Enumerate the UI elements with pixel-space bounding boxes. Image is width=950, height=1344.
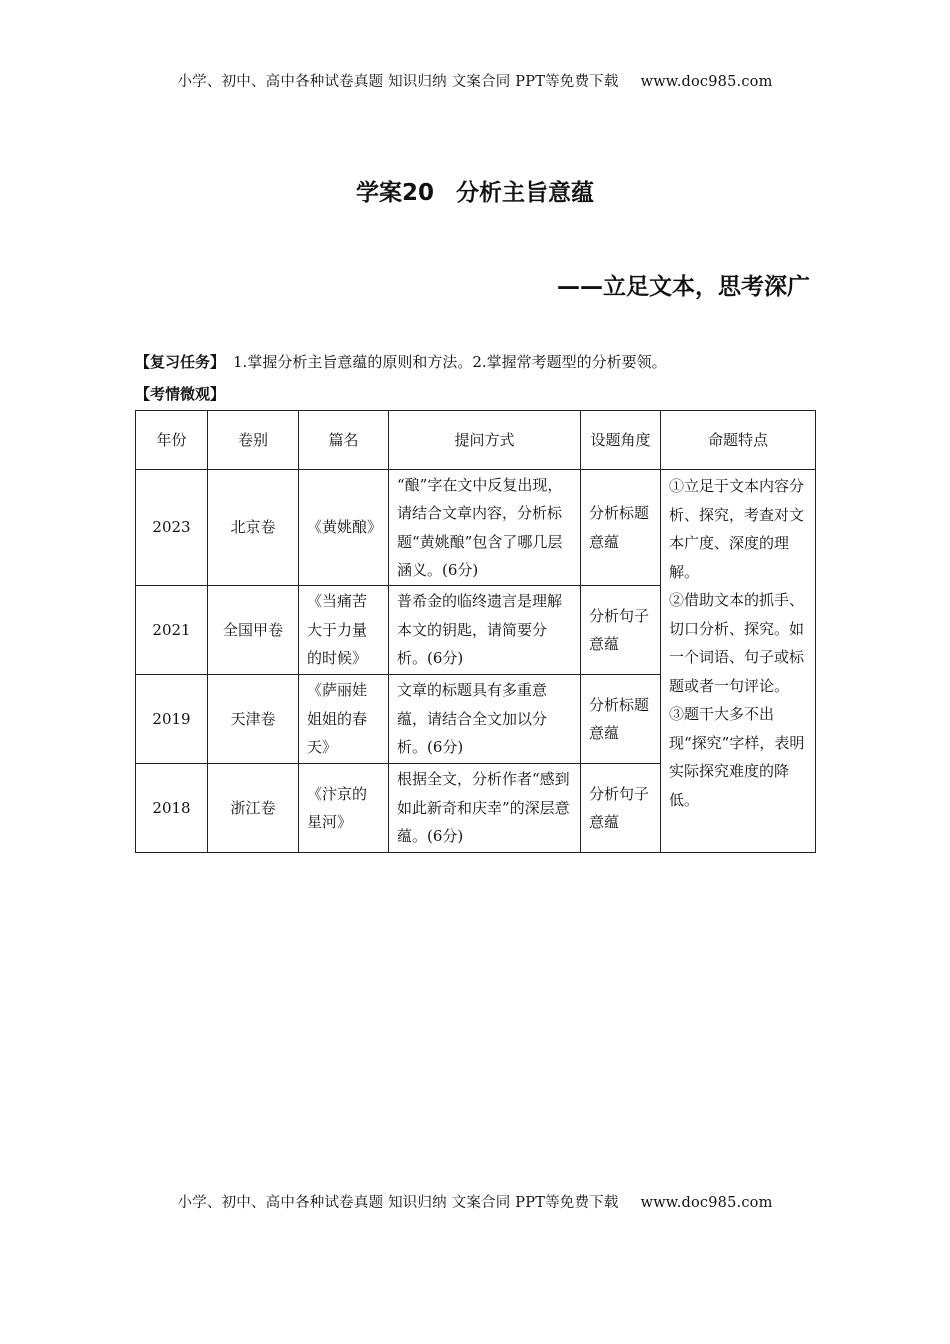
cell-paper: 北京卷 xyxy=(208,470,299,586)
exam-overview-table xyxy=(135,410,816,853)
header-title: 篇名 xyxy=(299,411,389,470)
header-text: 小学、初中、高中各种试卷真题 知识归纳 文案合同 PPT等免费下载 xyxy=(177,74,619,90)
cell-year: 2021 xyxy=(136,586,208,675)
page-footer xyxy=(0,1191,950,1212)
header-paper: 卷别 xyxy=(208,411,299,470)
cell-paper: 浙江卷 xyxy=(208,764,299,853)
page-header xyxy=(0,70,950,91)
feature-3: ③题干大多不出现“探究”字样，表明实际探究难度的降低。 xyxy=(669,705,805,809)
cell-year: 2023 xyxy=(136,470,208,586)
title-number: 学案20 xyxy=(355,180,434,206)
header-question: 提问方式 xyxy=(389,411,581,470)
title-topic: 分析主旨意蕴 xyxy=(456,180,594,206)
cell-paper: 天津卷 xyxy=(208,675,299,764)
feature-1: ①立足于文本内容分析、探究，考查对文本广度、深度的理解。 xyxy=(669,477,805,581)
review-task-label: 【复习任务】 xyxy=(135,353,226,371)
cell-year: 2019 xyxy=(136,675,208,764)
cell-title: 《汴京的星河》 xyxy=(299,764,389,853)
footer-url[interactable]: www.doc985.com xyxy=(640,1195,773,1211)
cell-title: 《黄姚酿》 xyxy=(299,470,389,586)
header-angle: 设题角度 xyxy=(581,411,661,470)
overview-label: 【考情微观】 xyxy=(135,385,226,403)
feature-2: ②借助文本的抓手、切口分析、探究。如一个词语、句子或标题或者一句评论。 xyxy=(669,591,805,695)
review-task-text: 1.掌握分析主旨意蕴的原则和方法。2.掌握常考题型的分析要领。 xyxy=(233,353,667,371)
cell-year: 2018 xyxy=(136,764,208,853)
cell-features xyxy=(661,470,816,853)
header-features: 命题特点 xyxy=(661,411,816,470)
review-task xyxy=(135,351,667,372)
header-year: 年份 xyxy=(136,411,208,470)
cell-angle: 分析标题意蕴 xyxy=(581,675,661,764)
cell-question: 普希金的临终遗言是理解本文的钥匙，请简要分析。(6分) xyxy=(389,586,581,675)
cell-angle: 分析句子意蕴 xyxy=(581,586,661,675)
cell-title: 《当痛苦大于力量的时候》 xyxy=(299,586,389,675)
cell-question: 文章的标题具有多重意蕴，请结合全文加以分析。(6分) xyxy=(389,675,581,764)
cell-question: “酿”字在文中反复出现，请结合文章内容，分析标题“黄姚酿”包含了哪几层涵义。(6分) xyxy=(389,470,581,586)
table-row xyxy=(136,470,816,586)
cell-angle: 分析标题意蕴 xyxy=(581,470,661,586)
table-header-row xyxy=(136,411,816,470)
page-title xyxy=(0,174,950,207)
cell-question: 根据全文，分析作者“感到如此新奇和庆幸”的深层意蕴。(6分) xyxy=(389,764,581,853)
header-url[interactable]: www.doc985.com xyxy=(640,74,773,90)
cell-paper: 全国甲卷 xyxy=(208,586,299,675)
cell-title: 《萨丽娃姐姐的春天》 xyxy=(299,675,389,764)
footer-text: 小学、初中、高中各种试卷真题 知识归纳 文案合同 PPT等免费下载 xyxy=(177,1195,619,1211)
page-subtitle: ——立足文本，思考深广 xyxy=(557,274,810,300)
cell-angle: 分析句子意蕴 xyxy=(581,764,661,853)
